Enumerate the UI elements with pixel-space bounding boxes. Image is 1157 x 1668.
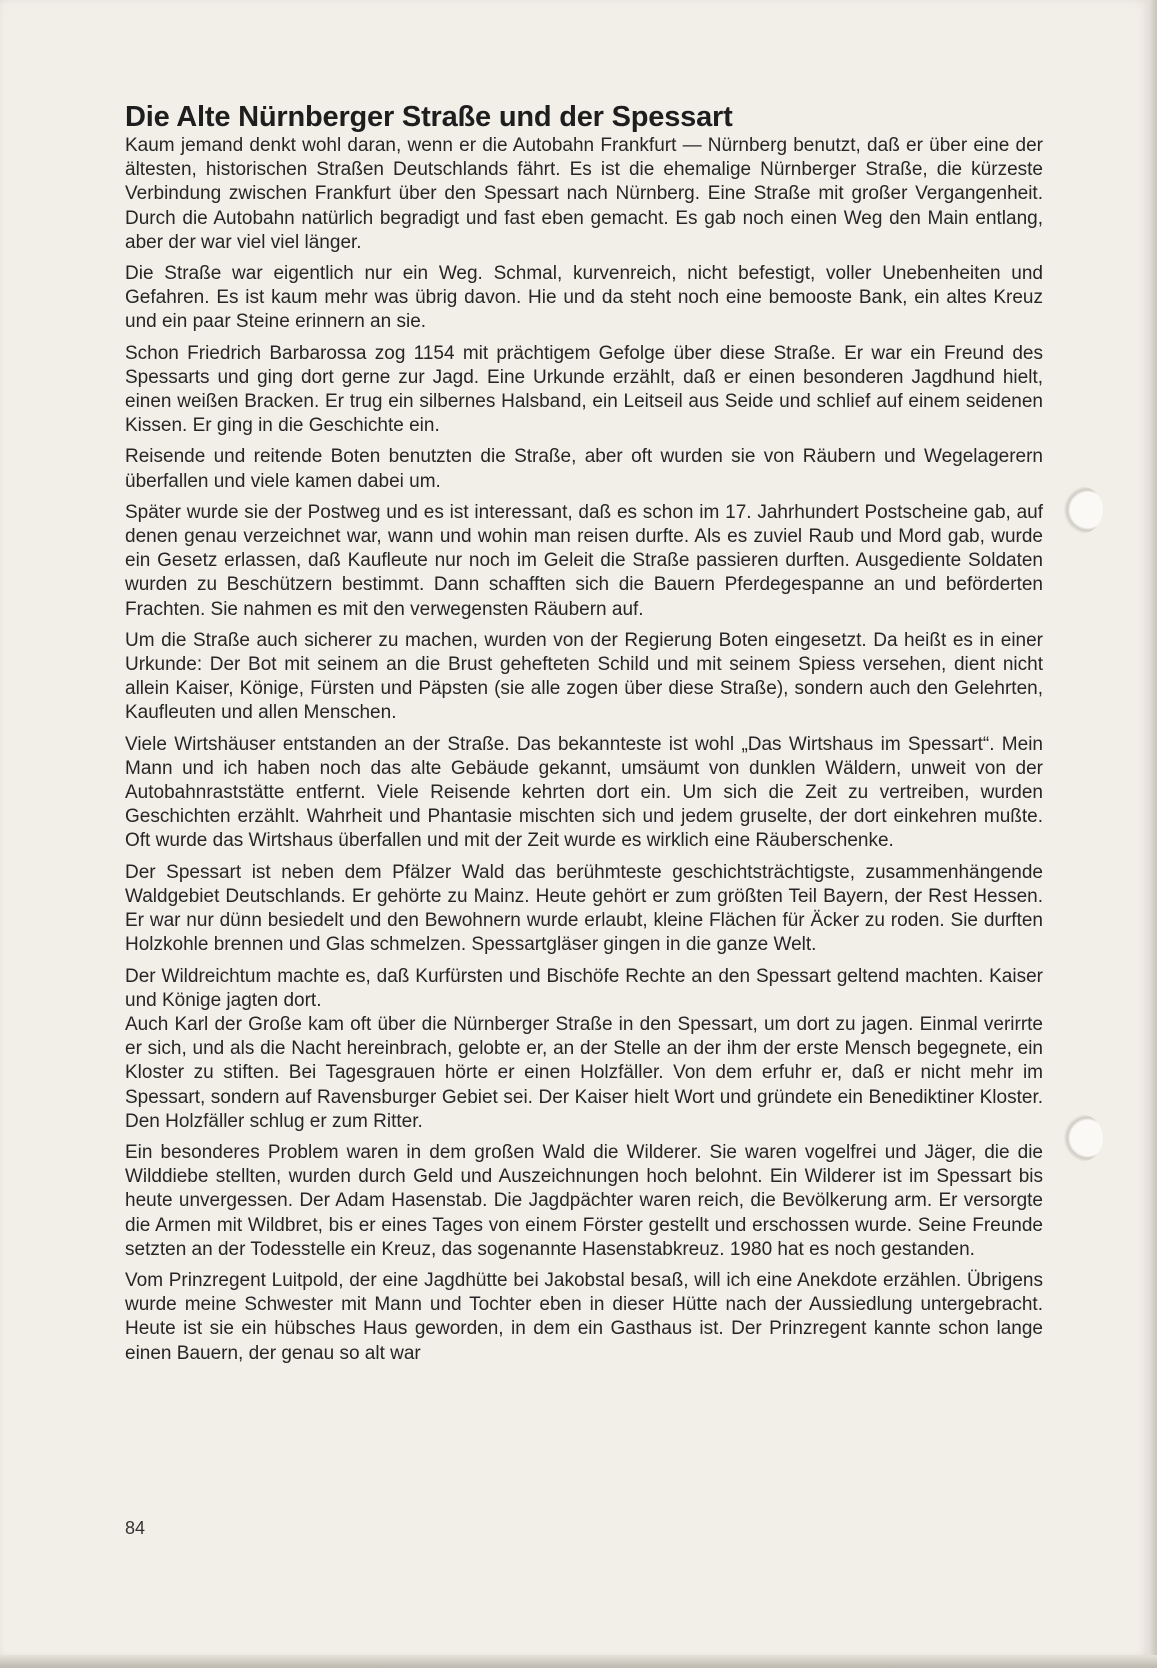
article xyxy=(125,100,1043,1373)
punch-hole xyxy=(1063,1115,1103,1161)
paragraph: Kaum jemand denkt wohl daran, wenn er die Autobahn Frankfurt — Nürnberg benutzt, daß er über eine der ältesten, historischen Straßen Deutschlands fährt. Es ist die ehemalige Nürnberger Straße, die kürzeste Verbindung zwischen Frankfurt über den Spessart nach Nürnberg. Eine Straße mit großer Vergangenheit. Durch die Autobahn natürlich begradigt und fast eben gemacht. Es gab noch einen Weg den Main entlang, aber der war viel viel länger. xyxy=(125,135,1043,253)
paragraph: Reisende und reitende Boten benutzten die Straße, aber oft wurden sie von Räubern und Wegelagerern überfallen und viele kamen dabei um. xyxy=(125,446,1043,492)
paragraph: Vom Prinzregent Luitpold, der eine Jagdhütte bei Jakobstal besaß, will ich eine Anekdote erzählen. Übrigens wurde meine Schwester mit Mann und Tochter eben in dieser Hütte nach der Aussiedlung untergebracht. Heute ist sie ein hübsches Haus geworden, in dem ein Gasthaus ist. Der Prinzregent kannte schon lange einen Bauern, der genau so alt war xyxy=(125,1269,1043,1364)
page-edge-bottom xyxy=(0,1655,1157,1668)
paragraph: Später wurde sie der Postweg und es ist interessant, daß es schon im 17. Jahrhundert Postscheine gab, auf denen genau verzeichnet war, wann und wohin man reisen durfte. Als es zuviel Raub und Mord gab, wurde ein Gesetz erlassen, daß Kaufleute nur noch im Geleit die Straße passieren durften. Ausgediente Soldaten wurden zu Beschützern bestimmt. Dann schafften sich die Bauern Pferdegespanne an und beförderten Frachten. Sie nahmen es mit den verwegensten Räubern auf. xyxy=(125,501,1043,620)
paragraph: Viele Wirtshäuser entstanden an der Straße. Das bekannteste ist wohl „Das Wirtshaus im Spessart“. Mein Mann und ich haben noch das alte Gebäude gekannt, umsäumt von dunklen Wäldern, unweit von der Autobahnraststätte entfernt. Viele Reisende kehrten dort ein. Um sich die Zeit zu vertreiben, wurden Geschichten erzählt. Wahrheit und Phantasie mischten sich und jedem gruselte, der dort einkehren mußte. Oft wurde das Wirtshaus überfallen und mit der Zeit wurde es wirklich eine Räuberschenke. xyxy=(125,733,1043,852)
paragraph: Die Straße war eigentlich nur ein Weg. Schmal, kurvenreich, nicht befestigt, voller Unebenheiten und Gefahren. Es ist kaum mehr was übrig davon. Hie und da steht noch eine bemooste Bank, ein altes Kreuz und ein paar Steine erinnern an sie. xyxy=(125,263,1043,333)
punch-hole xyxy=(1063,487,1103,533)
page-title: Die Alte Nürnberger Straße und der Spessart xyxy=(125,101,733,133)
page-edge-right xyxy=(1148,0,1157,1668)
paragraph: Der Spessart ist neben dem Pfälzer Wald das berühmteste geschichtsträchtigste, zusammenhängende Waldgebiet Deutschlands. Er gehörte zu Mainz. Heute gehört er zum größten Teil Bayern, der Rest Hessen. Er war nur dünn besiedelt und den Bewohnern wurde erlaubt, kleine Flächen für Äcker zu roden. Sie durften Holzkohle brennen und Glas schmelzen. Spessartgläser gingen in die ganze Welt. xyxy=(125,861,1043,956)
paragraph: Schon Friedrich Barbarossa zog 1154 mit prächtigem Gefolge über diese Straße. Er war ein Freund des Spessarts und ging dort gerne zur Jagd. Eine Urkunde erzählt, daß er einen besonderen Jagdhund hielt, einen weißen Bracken. Er trug ein silbernes Halsband, ein Leitseil aus Seide und schlief auf einem seidenen Kissen. Er ging in die Geschichte ein. xyxy=(125,342,1043,437)
paragraph: Der Wildreichtum machte es, daß Kurfürsten und Bischöfe Rechte an den Spessart geltend machten. Kaiser und Könige jagten dort. Auch Karl der Große kam oft über die Nürnberger Straße in den Spessart, um dort zu jagen. Einmal verirrte er sich, und als die Nacht hereinbrach, gelobte er, an der Stelle an der ihm der erste Mensch begegnete, ein Kloster zu stiften. Bei Tagesgrauen hörte er einen Holzfäller. Von dem erfuhr er, daß er nicht mehr im Spessart, sondern auf Ravensburger Gebiet sei. Der Kaiser hielt Wort und gründete ein Benediktiner Kloster. Den Holzfäller schlug er zum Ritter. xyxy=(125,965,1043,1132)
paragraph: Um die Straße auch sicherer zu machen, wurden von der Regierung Boten eingesetzt. Da heißt es in einer Urkunde: Der Bot mit seinem an die Brust gehefteten Schild und mit seinem Spiess versehen, dient nicht allein Kaiser, Könige, Fürsten und Päpsten (sie alle zogen über diese Straße), sondern auch den Gelehrten, Kaufleuten und allen Menschen. xyxy=(125,629,1043,724)
paragraph: Ein besonderes Problem waren in dem großen Wald die Wilderer. Sie waren vogelfrei und Jäger, die die Wilddiebe stellten, wurden durch Geld und Auszeichnungen hoch belohnt. Ein Wilderer ist im Spessart bis heute unvergessen. Der Adam Hasenstab. Die Jagdpächter waren reich, die Bevölkerung arm. Er versorgte die Armen mit Wildbret, bis er eines Tages von einem Förster gestellt und erschossen wurde. Seine Freunde setzten an der Todesstelle ein Kreuz, das sogenannte Hasenstabkreuz. 1980 hat es noch gestanden. xyxy=(125,1141,1043,1260)
page-number: 84 xyxy=(125,1518,146,1538)
